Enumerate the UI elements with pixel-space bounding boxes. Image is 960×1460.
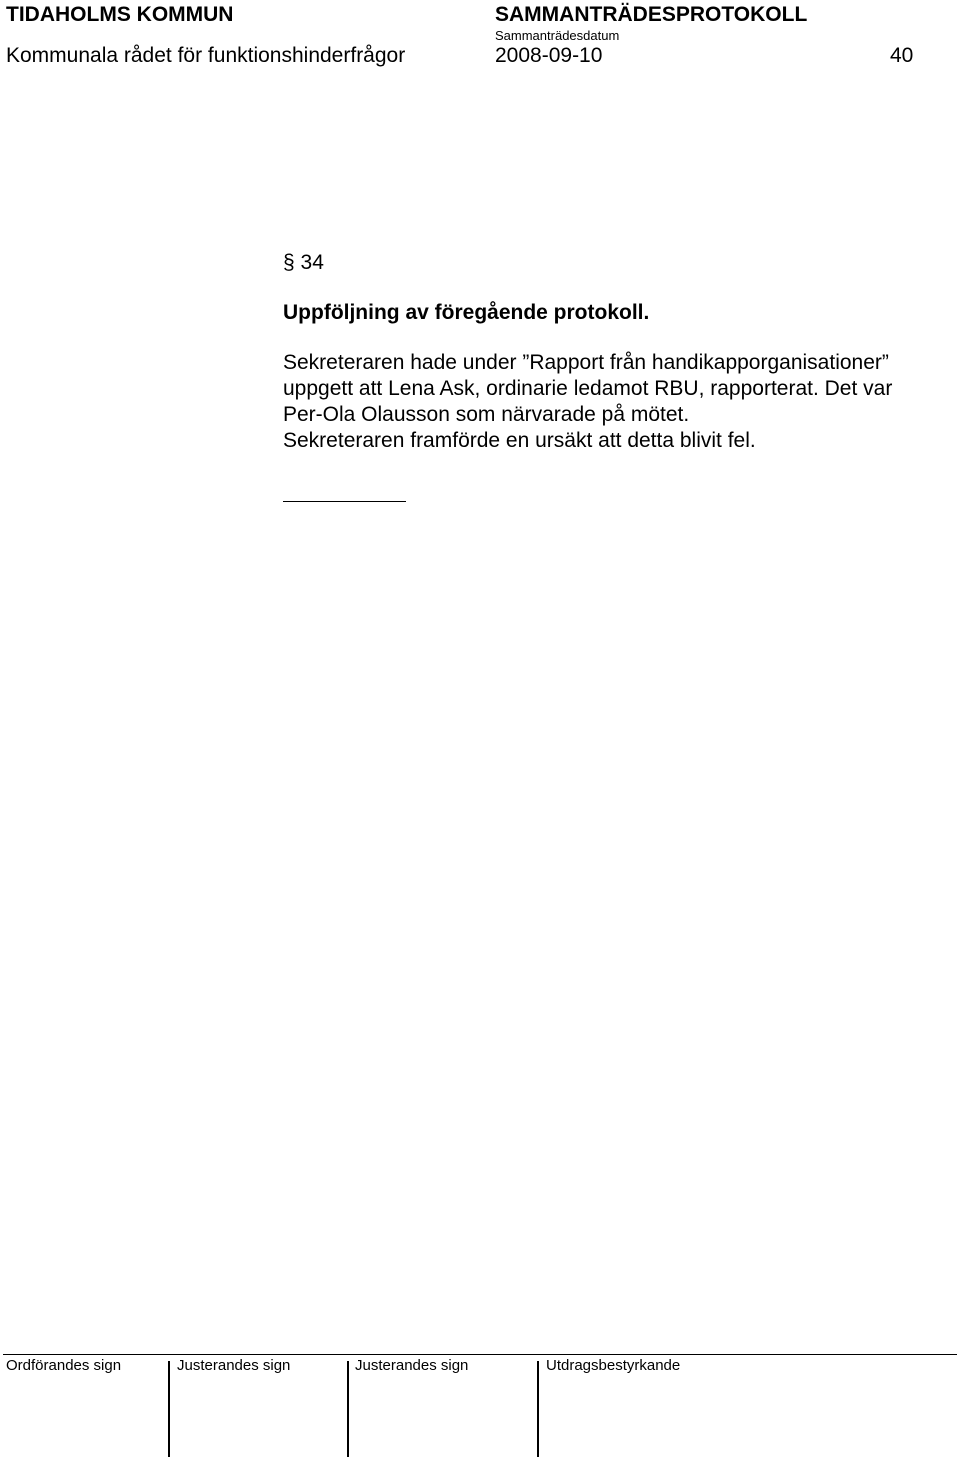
page-number: 40 [890, 44, 914, 67]
body-line: Sekreteraren framförde en ursäkt att detta blivit fel. [283, 429, 756, 452]
meeting-date-label: Sammanträdesdatum [495, 28, 620, 43]
section-number: § 34 [283, 251, 324, 274]
body-line: uppgett att Lena Ask, ordinarie ledamot RBU, rapporterat. Det var [283, 377, 893, 400]
council-name: Kommunala rådet för funktionshinderfrågor [6, 44, 406, 67]
item-title: Uppföljning av föregående protokoll. [283, 301, 650, 324]
body-line: Per-Ola Olausson som närvarade på mötet. [283, 403, 690, 426]
organization-name: TIDAHOLMS KOMMUN [6, 3, 234, 26]
chair-sign-label: Ordförandes sign [6, 1357, 122, 1374]
signature-column-divider [537, 1361, 539, 1457]
section-end-divider [283, 501, 406, 502]
body-line: Sekreteraren hade under ”Rapport från handikapporganisationer” [283, 351, 889, 374]
adjuster-sign-label-2: Justerandes sign [355, 1357, 469, 1374]
meeting-date: 2008-09-10 [495, 44, 603, 67]
signature-column-divider [347, 1361, 349, 1457]
document-type: SAMMANTRÄDESPROTOKOLL [495, 3, 808, 26]
item-body [283, 350, 892, 454]
footer-divider [3, 1354, 957, 1355]
signature-column-divider [168, 1361, 170, 1457]
extract-certify-label: Utdragsbestyrkande [546, 1357, 681, 1374]
adjuster-sign-label-1: Justerandes sign [177, 1357, 291, 1374]
